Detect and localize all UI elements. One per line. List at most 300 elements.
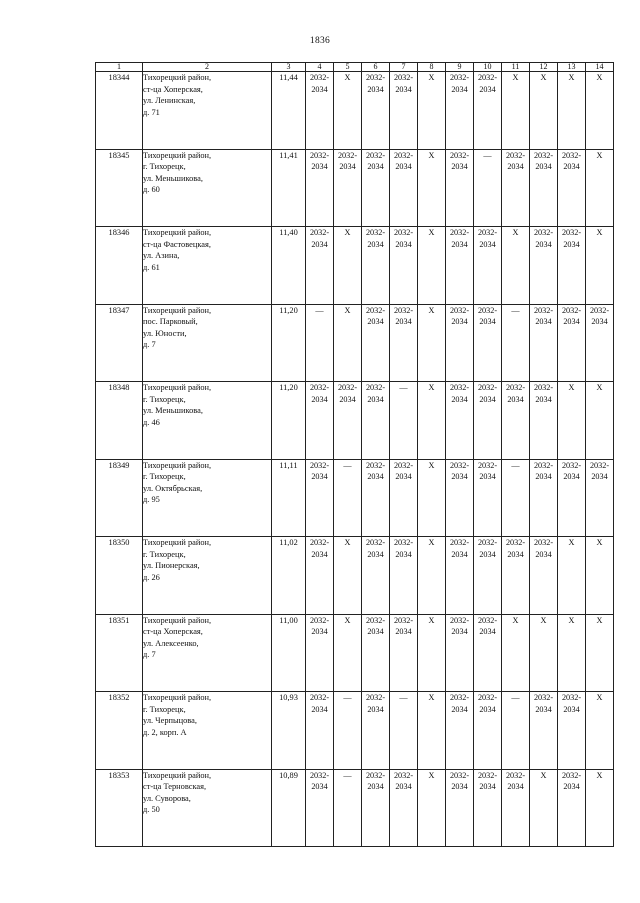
period-part: 2034 [479, 317, 496, 326]
period-part: 2032- [505, 150, 526, 160]
period-part: 2032- [449, 693, 470, 702]
period-part: 2032- [309, 693, 330, 702]
period-part: 2034 [451, 162, 468, 171]
record-id: 18348 [96, 382, 143, 460]
period-part: 2034 [367, 627, 384, 636]
period-cell-col-12: X [530, 614, 558, 692]
period-part: 2032- [477, 383, 498, 392]
period-cell-col-14: X [586, 149, 614, 227]
address-line: ул. Суворова, [143, 793, 191, 803]
period-cell-col-13 [558, 459, 586, 537]
period-part: 2034 [395, 472, 412, 481]
address-line: Тихорецкий район, [143, 770, 212, 780]
period-part: 2032- [393, 538, 414, 547]
period-cell-col-14: X [586, 537, 614, 615]
period-cell-col-9 [446, 149, 474, 227]
period-part: 2034 [367, 704, 384, 714]
column-number-11: 11 [502, 63, 530, 72]
period-cell-col-7: — [390, 382, 418, 460]
period-part: 2032- [309, 73, 330, 82]
address-line: ст-ца Хоперская, [143, 627, 203, 636]
period-part: 2032- [393, 228, 414, 237]
period-cell-col-12 [530, 459, 558, 537]
value-cell: 11,41 [272, 149, 306, 227]
period-cell-col-12 [530, 149, 558, 227]
address-line: ст-ца Хоперская, [143, 84, 203, 94]
table-row [96, 614, 614, 692]
period-part: 2032- [309, 460, 330, 470]
table-row [96, 692, 614, 770]
period-cell-col-8: X [418, 304, 446, 382]
period-part: 2034 [535, 162, 552, 171]
address-cell [143, 537, 272, 615]
period-part: 2034 [507, 782, 524, 791]
period-part: 2032- [449, 770, 470, 780]
address-line: г. Тихорецк, [143, 162, 186, 171]
period-cell-col-11: — [502, 459, 530, 537]
address-line: ул. Октябрьская, [143, 483, 203, 493]
period-cell-col-8: X [418, 382, 446, 460]
record-id: 18351 [96, 614, 143, 692]
period-part: 2032- [477, 460, 498, 470]
value-cell: 10,89 [272, 769, 306, 847]
period-cell-col-5: X [334, 72, 362, 150]
period-cell-col-4 [306, 769, 334, 847]
period-cell-col-5: — [334, 459, 362, 537]
period-part: 2034 [535, 317, 552, 326]
record-id: 18350 [96, 537, 143, 615]
period-part: 2032- [449, 383, 470, 392]
column-number-7: 7 [390, 63, 418, 72]
period-cell-col-5: X [334, 304, 362, 382]
period-part: 2032- [309, 538, 330, 547]
column-number-4: 4 [306, 63, 334, 72]
address-cell [143, 614, 272, 692]
period-cell-col-9 [446, 459, 474, 537]
period-part: 2034 [395, 239, 412, 249]
period-cell-col-10 [474, 72, 502, 150]
period-part: 2034 [367, 84, 384, 94]
period-part: 2034 [451, 394, 468, 404]
period-part: 2032- [561, 770, 582, 780]
period-part: 2032- [561, 150, 582, 160]
period-part: 2034 [479, 472, 496, 481]
period-part: 2034 [479, 704, 496, 714]
period-cell-col-9 [446, 537, 474, 615]
period-part: 2032- [309, 383, 330, 392]
period-cell-col-7 [390, 304, 418, 382]
period-cell-col-8: X [418, 72, 446, 150]
column-number-5: 5 [334, 63, 362, 72]
period-part: 2032- [365, 73, 386, 82]
period-part: 2034 [311, 84, 328, 94]
period-cell-col-9 [446, 382, 474, 460]
period-cell-col-5 [334, 382, 362, 460]
period-part: 2034 [395, 84, 412, 94]
period-cell-col-7 [390, 537, 418, 615]
value-cell: 11,20 [272, 304, 306, 382]
period-cell-col-10 [474, 537, 502, 615]
period-part: 2032- [477, 538, 498, 547]
table-row [96, 304, 614, 382]
table-row [96, 382, 614, 460]
period-cell-col-7 [390, 769, 418, 847]
period-part: 2034 [479, 394, 496, 404]
period-cell-col-5: X [334, 227, 362, 305]
period-cell-col-5: — [334, 769, 362, 847]
period-cell-col-4 [306, 459, 334, 537]
period-part: 2034 [367, 317, 384, 326]
table-row [96, 459, 614, 537]
period-part: 2034 [367, 239, 384, 249]
page-number: 1836 [309, 36, 331, 46]
period-cell-col-13: X [558, 614, 586, 692]
period-part: 2034 [479, 627, 496, 636]
period-cell-col-5: X [334, 537, 362, 615]
period-part: 2034 [395, 162, 412, 171]
period-part: 2034 [311, 394, 328, 404]
period-cell-col-9 [446, 692, 474, 770]
period-part: 2034 [451, 627, 468, 636]
address-line: д. 61 [143, 262, 160, 272]
period-part: 2032- [533, 693, 554, 702]
period-part: 2032- [533, 383, 554, 392]
period-cell-col-4 [306, 72, 334, 150]
period-cell-col-14 [586, 459, 614, 537]
period-part: 2032- [393, 150, 414, 160]
period-cell-col-13 [558, 149, 586, 227]
period-cell-col-8: X [418, 692, 446, 770]
period-part: 2032- [393, 73, 414, 82]
period-cell-col-10 [474, 227, 502, 305]
period-cell-col-11 [502, 769, 530, 847]
period-cell-col-6 [362, 304, 390, 382]
period-part: 2032- [393, 615, 414, 625]
period-part: 2034 [535, 394, 552, 404]
period-cell-col-7 [390, 72, 418, 150]
period-cell-col-13 [558, 304, 586, 382]
period-cell-col-14: X [586, 614, 614, 692]
period-cell-col-8: X [418, 614, 446, 692]
period-cell-col-14: X [586, 769, 614, 847]
address-line: ул. Азина, [143, 251, 180, 260]
period-cell-col-9 [446, 769, 474, 847]
period-part: 2032- [365, 460, 386, 470]
period-cell-col-5 [334, 149, 362, 227]
address-line: ул. Меньшикова, [143, 173, 203, 183]
period-part: 2032- [505, 770, 526, 780]
period-part: 2032- [477, 693, 498, 702]
address-line: Тихорецкий район, [143, 615, 212, 625]
period-cell-col-7 [390, 459, 418, 537]
period-part: 2032- [449, 150, 470, 160]
period-cell-col-8: X [418, 537, 446, 615]
period-part: 2032- [449, 73, 470, 82]
period-cell-col-12 [530, 304, 558, 382]
column-number-14: 14 [586, 63, 614, 72]
address-line: д. 60 [143, 185, 160, 194]
period-part: 2034 [563, 704, 580, 714]
value-cell: 11,11 [272, 459, 306, 537]
period-cell-col-10 [474, 382, 502, 460]
period-cell-col-12 [530, 382, 558, 460]
period-part: 2032- [449, 460, 470, 470]
address-line: д. 71 [143, 107, 160, 117]
address-cell [143, 149, 272, 227]
period-cell-col-11: — [502, 304, 530, 382]
period-cell-col-6 [362, 769, 390, 847]
period-cell-col-10 [474, 769, 502, 847]
record-id: 18349 [96, 459, 143, 537]
period-cell-col-13 [558, 227, 586, 305]
period-part: 2032- [477, 228, 498, 237]
period-cell-col-12: X [530, 72, 558, 150]
table-row [96, 769, 614, 847]
address-cell [143, 692, 272, 770]
address-line: д. 7 [143, 650, 156, 659]
period-part: 2034 [451, 84, 468, 94]
address-line: ул. Меньшикова, [143, 406, 203, 415]
period-cell-col-5: X [334, 614, 362, 692]
period-part: 2034 [507, 162, 524, 171]
address-line: д. 7 [143, 340, 156, 349]
address-line: Тихорецкий район, [143, 228, 212, 237]
period-part: 2034 [451, 472, 468, 481]
period-cell-col-9 [446, 614, 474, 692]
value-cell: 11,02 [272, 537, 306, 615]
period-part: 2034 [451, 239, 468, 249]
column-number-12: 12 [530, 63, 558, 72]
period-part: 2034 [451, 704, 468, 714]
period-cell-col-12 [530, 692, 558, 770]
address-cell [143, 769, 272, 847]
period-part: 2034 [367, 472, 384, 481]
period-part: 2034 [563, 317, 580, 326]
period-cell-col-10 [474, 692, 502, 770]
address-cell [143, 304, 272, 382]
period-part: 2032- [533, 460, 554, 470]
period-part: 2034 [311, 704, 328, 714]
record-id: 18346 [96, 227, 143, 305]
period-cell-col-14 [586, 304, 614, 382]
period-cell-col-13 [558, 692, 586, 770]
period-part: 2032- [533, 150, 554, 160]
period-part: 2034 [535, 549, 552, 559]
table-row [96, 149, 614, 227]
period-part: 2034 [367, 394, 384, 404]
period-part: 2034 [311, 239, 328, 249]
period-part: 2034 [311, 782, 328, 791]
table-row [96, 227, 614, 305]
period-cell-col-7: — [390, 692, 418, 770]
period-part: 2032- [365, 228, 386, 237]
period-cell-col-11: — [502, 692, 530, 770]
address-cell [143, 227, 272, 305]
period-part: 2034 [535, 239, 552, 249]
address-line: д. 95 [143, 495, 160, 504]
period-cell-col-13 [558, 769, 586, 847]
period-part: 2034 [311, 549, 328, 559]
period-part: 2032- [337, 150, 358, 160]
period-part: 2034 [479, 239, 496, 249]
period-cell-col-6 [362, 459, 390, 537]
period-part: 2032- [365, 305, 386, 315]
column-number-13: 13 [558, 63, 586, 72]
address-cell [143, 72, 272, 150]
period-cell-col-7 [390, 149, 418, 227]
period-part: 2034 [507, 549, 524, 559]
address-line: д. 2, корп. А [143, 727, 187, 737]
period-part: 2032- [477, 770, 498, 780]
record-id: 18347 [96, 304, 143, 382]
period-part: 2034 [479, 782, 496, 791]
address-line: Тихорецкий район, [143, 305, 212, 315]
period-part: 2034 [507, 394, 524, 404]
address-line: д. 50 [143, 805, 160, 814]
period-cell-col-8: X [418, 227, 446, 305]
period-part: 2032- [337, 383, 358, 392]
period-part: 2032- [589, 305, 610, 315]
period-cell-col-5: — [334, 692, 362, 770]
period-part: 2032- [449, 228, 470, 237]
column-number-row [96, 63, 614, 72]
column-number-8: 8 [418, 63, 446, 72]
period-part: 2034 [311, 162, 328, 171]
address-line: г. Тихорецк, [143, 472, 186, 481]
period-part: 2032- [393, 770, 414, 780]
period-cell-col-4 [306, 614, 334, 692]
table-row [96, 537, 614, 615]
period-part: 2032- [505, 383, 526, 392]
period-part: 2032- [365, 150, 386, 160]
period-cell-col-14: X [586, 227, 614, 305]
period-part: 2032- [477, 615, 498, 625]
period-part: 2032- [505, 538, 526, 547]
period-part: 2032- [365, 615, 386, 625]
value-cell: 11,00 [272, 614, 306, 692]
period-part: 2032- [365, 538, 386, 547]
period-part: 2034 [367, 549, 384, 559]
record-id: 18353 [96, 769, 143, 847]
period-part: 2034 [535, 472, 552, 481]
period-cell-col-10: — [474, 149, 502, 227]
period-part: 2032- [533, 538, 554, 547]
period-part: 2032- [365, 383, 386, 392]
period-part: 2032- [309, 228, 330, 237]
period-part: 2032- [589, 460, 610, 470]
period-part: 2032- [477, 73, 498, 82]
period-part: 2034 [563, 239, 580, 249]
period-part: 2034 [563, 472, 580, 481]
period-part: 2032- [309, 150, 330, 160]
period-cell-col-12 [530, 537, 558, 615]
address-line: ул. Черпыцова, [143, 716, 197, 725]
period-part: 2032- [365, 693, 386, 702]
period-cell-col-8: X [418, 149, 446, 227]
period-part: 2034 [479, 84, 496, 94]
address-line: Тихорецкий район, [143, 460, 212, 470]
period-part: 2034 [311, 472, 328, 481]
period-cell-col-14: X [586, 382, 614, 460]
period-part: 2034 [395, 549, 412, 559]
record-id: 18352 [96, 692, 143, 770]
period-part: 2034 [451, 317, 468, 326]
period-part: 2034 [563, 782, 580, 791]
period-cell-col-6 [362, 149, 390, 227]
period-part: 2032- [309, 615, 330, 625]
period-part: 2032- [393, 460, 414, 470]
address-line: ул. Юности, [143, 328, 187, 338]
period-cell-col-14: X [586, 72, 614, 150]
address-line: г. Тихорецк, [143, 704, 186, 714]
address-cell [143, 382, 272, 460]
period-part: 2032- [477, 305, 498, 315]
period-cell-col-14: X [586, 692, 614, 770]
column-number-3: 3 [272, 63, 306, 72]
address-line: пос. Парковый, [143, 317, 198, 326]
period-part: 2032- [561, 460, 582, 470]
period-part: 2034 [563, 162, 580, 171]
period-cell-col-9 [446, 304, 474, 382]
value-cell: 11,20 [272, 382, 306, 460]
period-cell-col-6 [362, 227, 390, 305]
address-line: Тихорецкий район, [143, 150, 212, 160]
period-part: 2034 [395, 317, 412, 326]
period-cell-col-4 [306, 382, 334, 460]
period-cell-col-8: X [418, 459, 446, 537]
period-part: 2034 [339, 394, 356, 404]
period-part: 2032- [365, 770, 386, 780]
period-cell-col-11 [502, 382, 530, 460]
period-part: 2034 [367, 162, 384, 171]
period-part: 2034 [479, 549, 496, 559]
period-part: 2032- [561, 228, 582, 237]
address-line: Тихорецкий район, [143, 693, 212, 702]
period-cell-col-12: X [530, 769, 558, 847]
record-id: 18344 [96, 72, 143, 150]
period-cell-col-8: X [418, 769, 446, 847]
table-row [96, 72, 614, 150]
address-line: д. 46 [143, 417, 160, 427]
column-number-10: 10 [474, 63, 502, 72]
address-line: Тихорецкий район, [143, 73, 212, 82]
period-part: 2034 [339, 162, 356, 171]
period-part: 2034 [367, 782, 384, 791]
period-part: 2034 [311, 627, 328, 636]
period-part: 2034 [591, 472, 608, 481]
address-line: Тихорецкий район, [143, 538, 212, 547]
period-cell-col-9 [446, 72, 474, 150]
period-part: 2034 [451, 782, 468, 791]
period-part: 2032- [533, 305, 554, 315]
address-line: г. Тихорецк, [143, 549, 186, 559]
period-cell-col-6 [362, 614, 390, 692]
period-cell-col-7 [390, 227, 418, 305]
period-cell-col-7 [390, 614, 418, 692]
period-part: 2032- [449, 538, 470, 547]
period-cell-col-4 [306, 149, 334, 227]
period-part: 2032- [309, 770, 330, 780]
value-cell: 11,40 [272, 227, 306, 305]
period-cell-col-12 [530, 227, 558, 305]
period-cell-col-10 [474, 459, 502, 537]
address-line: ул. Алексеенко, [143, 638, 199, 648]
address-line: д. 26 [143, 572, 160, 582]
value-cell: 10,93 [272, 692, 306, 770]
period-part: 2034 [395, 782, 412, 791]
period-cell-col-11 [502, 149, 530, 227]
period-part: 2032- [393, 305, 414, 315]
